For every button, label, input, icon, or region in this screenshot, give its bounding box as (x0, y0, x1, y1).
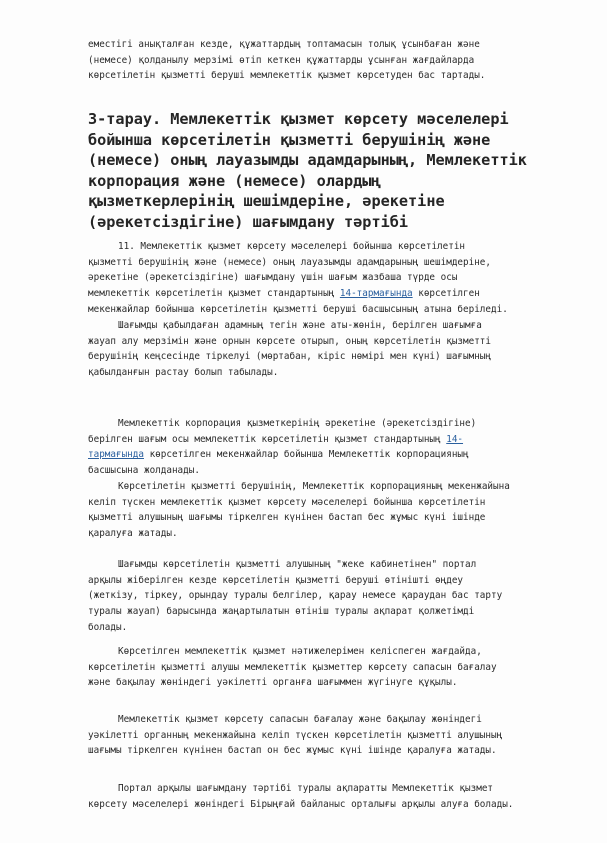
text-line: 11. Мемлекеттік қызмет көрсету мәселелері бойынша көрсетілетін (118, 241, 466, 252)
text-line: әрекетіне (әрекетсіздігіне) шағымдану үшін шағым жазбаша түрде осы (88, 272, 458, 284)
heading-line: 3-тарау. Мемлекеттік қызмет көрсету мәселелері (88, 110, 509, 128)
disagreement-paragraph (88, 644, 580, 691)
heading-line: (немесе) оның лауазымды адамдарының, Мемлекеттік (88, 151, 527, 170)
text-line: көрсету мәселелері жөніндегі Бірыңғай байланыс орталығы арқылы алуға болады. (88, 798, 514, 810)
text-fragment: көрсетілген (412, 288, 480, 300)
corporation-paragraph (88, 416, 580, 479)
text-line (88, 432, 580, 448)
text-fragment: мемлекеттік көрсетілетін қызмет стандартының (88, 288, 340, 300)
heading-line: бойынша көрсетілетін қызметті берушінің және (88, 130, 491, 149)
heading-line: корпорация және (немесе) олардың (88, 171, 381, 190)
heading-line: (әрекетсіздігіне) шағымдану тәртібі (88, 212, 409, 231)
text-line: шағымы тіркелген күнінен бастап он бес жұмыс күні ішінде қаралуға жатады. (88, 745, 497, 757)
text-line: берушінің кеңсесінде тіркелуі (мөртабан, кіріс нөмірі мен күні) шағымның (88, 351, 491, 363)
paragraph-11 (88, 239, 580, 318)
text-line: туралы жауап) барысында жаңартылатын өтініш туралы ақпарат қолжетімді (88, 606, 475, 618)
text-line: қаралуға жатады. (88, 528, 178, 540)
text-line: көрсетілетін қызметті алушы мемлекеттік қызметтер көрсету сапасын бағалау (88, 661, 497, 673)
clause-14-link[interactable]: 14- (446, 433, 464, 445)
five-days-paragraph (88, 479, 580, 542)
clause-14-link-continued[interactable]: тармағында (88, 449, 144, 461)
heading-line: қызметкерлерінің шешімдеріне, әрекетіне (88, 192, 445, 211)
text-line: қызметті берушінің және (немесе) оның лауазымды адамдарының шешімдеріне, (88, 256, 491, 268)
text-line: болады. (88, 621, 128, 633)
portal-paragraph (88, 557, 580, 636)
text-line: (жеткізу, тіркеу, орындау туралы белгілер, қарау немесе қараудан бас тарту (88, 590, 503, 602)
fifteen-days-paragraph (88, 712, 580, 759)
text-line: (немесе) қолданылу мерзімі өтіп кеткен құжаттарды ұсынған жағдайларда (88, 54, 475, 66)
text-line: және бақылау жөніндегі уәкілетті органға шағыммен жүгінуге құқылы. (88, 677, 458, 689)
intro-paragraph (88, 37, 580, 84)
text-line: Шағымды қабылдаған адамның тегін және аты-жөнін, берілген шағымға (118, 320, 482, 331)
text-line: қызметті алушының шағымы тіркелген күнінен бастап бес жұмыс күні ішінде (88, 512, 486, 524)
contact-paragraph (88, 781, 580, 812)
text-line: еместігі анықталған кезде, құжаттардың топтамасын толық ұсынбаған және (88, 39, 480, 50)
text-fragment: көрсетілген мекенжайлар бойынша Мемлекеттік корпорацияның (143, 449, 469, 461)
text-line: Мемлекеттік корпорация қызметкерінің әрекетіне (әрекетсіздігіне) (118, 418, 477, 429)
text-line (88, 447, 580, 463)
text-line: қабылданғын растау болып табылады. (88, 367, 279, 379)
text-line: арқылы жіберілген кезде көрсетілетін қызметті беруші өтінішті өңдеу (88, 574, 464, 586)
text-line: келіп түскен мемлекеттік қызмет көрсету мәселелері бойынша көрсетілетін (88, 496, 486, 508)
receipt-paragraph (88, 318, 580, 381)
text-line: Шағымды көрсетілетін қызметті алушының "жеке кабинетінен" портал (118, 559, 477, 570)
text-line: Мемлекеттік қызмет көрсету сапасын бағалау және бақылау жөніндегі (118, 714, 482, 725)
text-line: уәкілетті органның мекенжайына келіп түскен көрсетілетін қызметті алушының (88, 729, 503, 741)
text-line: көрсетілетін қызметті беруші мемлекеттік қызмет көрсетуден бас тартады. (88, 70, 486, 82)
text-line: басшысына жолданады. (88, 465, 200, 477)
text-line: жауап алу мерзімін және орнын көрсете отырып, оның көрсетілетін қызметті (88, 335, 491, 347)
text-line: мекенжайлар бойынша көрсетілетін қызметті беруші басшысының атына беріледі. (88, 303, 508, 315)
text-line (88, 286, 580, 302)
section-heading (88, 109, 588, 233)
text-line: Көрсетілетін қызметті берушінің, Мемлекеттік корпорацияның мекенжайына (118, 481, 510, 492)
text-fragment: берілген шағым осы мемлекеттік көрсетілетін қызмет стандартының (88, 433, 447, 445)
clause-14-link[interactable]: 14-тармағында (339, 288, 413, 300)
text-line: Портал арқылы шағымдану тәртібі туралы ақпаратты Мемлекеттік қызмет (118, 783, 494, 794)
text-line: Көрсетілген мемлекеттік қызмет нәтижелерімен келіспеген жағдайда, (118, 646, 482, 657)
